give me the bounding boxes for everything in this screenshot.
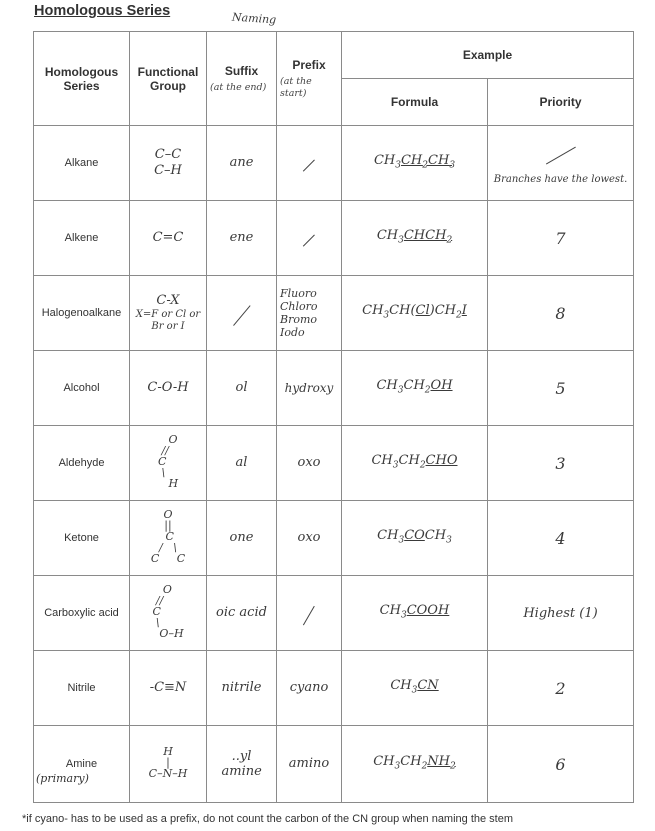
prefix: hydroxy: [277, 351, 342, 426]
prefix: [277, 201, 342, 276]
table-row: [34, 201, 634, 276]
suffix: al: [207, 426, 277, 501]
functional-group: C–C C–H: [130, 126, 207, 201]
header-series: Homologous Series: [34, 32, 130, 126]
halogen-prefixes: Fluoro Chloro Bromo Iodo: [280, 287, 318, 339]
priority-note: Branches have the lowest.: [493, 174, 628, 185]
naming-annotation: Naming: [231, 10, 277, 27]
suffix: one: [207, 501, 277, 576]
ketone-structure-icon: O || C / \ C C: [150, 508, 186, 565]
prefix-note: (at the start): [280, 75, 312, 99]
functional-group: [130, 576, 207, 651]
series-name: Aldehyde: [34, 426, 130, 501]
suffix: nitrile: [207, 651, 277, 726]
series-name: Alkene: [34, 201, 130, 276]
series-name: Halogenoalkane: [34, 276, 130, 351]
header-prefix: [277, 32, 342, 126]
header-example: Example: [342, 32, 634, 79]
header-functional-group: Functional Group: [130, 32, 207, 126]
header-suffix-label: Suffix: [224, 63, 259, 78]
suffix-note: (at the end): [210, 81, 267, 93]
functional-group: C=C: [130, 201, 207, 276]
formula: $CH_3CH_2CHO$: [342, 426, 488, 501]
series-name: Carboxylic acid: [34, 576, 130, 651]
header-formula: Formula: [342, 79, 488, 126]
priority: 8: [488, 276, 634, 351]
formula: $CH_3COOH$: [342, 576, 488, 651]
priority: 3: [488, 426, 634, 501]
prefix: oxo: [277, 501, 342, 576]
formula: $CH_3COCH_3$: [342, 501, 488, 576]
formula: $CH_3CH_2NH_2$: [342, 726, 488, 803]
none-slash-icon: [303, 605, 315, 625]
series-label: Amine: [65, 757, 98, 770]
series-name: Alcohol: [34, 351, 130, 426]
table-row: [34, 576, 634, 651]
functional-group-note: X=F or Cl or Br or I: [135, 308, 201, 332]
suffix: oic acid: [207, 576, 277, 651]
series-name: Alkane: [34, 126, 130, 201]
prefix: [277, 276, 342, 351]
prefix: [277, 576, 342, 651]
series-note: (primary): [36, 771, 89, 785]
formula: $CH_3CHCH_2$: [342, 201, 488, 276]
series-name: [34, 726, 130, 803]
header-prefix-label: Prefix: [292, 57, 326, 72]
suffix: ene: [207, 201, 277, 276]
aldehyde-structure-icon: O // C \ H: [157, 433, 179, 490]
functional-group: C-O-H: [130, 351, 207, 426]
table-row: [34, 351, 634, 426]
priority: Highest (1): [488, 576, 634, 651]
carboxyl-structure-icon: O // C \ O–H: [152, 583, 184, 640]
table-row: [34, 501, 634, 576]
suffix: [207, 276, 277, 351]
header-priority: Priority: [488, 79, 634, 126]
prefix: [277, 126, 342, 201]
table-row: [34, 126, 634, 201]
none-slash-icon: [545, 146, 575, 164]
none-slash-icon: [303, 234, 315, 246]
priority: 6: [488, 726, 634, 803]
functional-group: [130, 276, 207, 351]
suffix: [207, 726, 277, 803]
priority: 4: [488, 501, 634, 576]
priority: [488, 126, 634, 201]
functional-group: [130, 501, 207, 576]
prefix: cyano: [277, 651, 342, 726]
prefix: oxo: [277, 426, 342, 501]
homologous-series-table: [33, 31, 634, 803]
footnote: *if cyano- has to be used as a prefix, do not count the carbon of the CN group when naming the stem: [22, 813, 514, 825]
priority: 7: [488, 201, 634, 276]
formula: $CH_3CH_2OH$: [342, 351, 488, 426]
functional-group: [130, 726, 207, 803]
amine-structure-icon: H | C–N–H: [148, 745, 188, 780]
series-name: Nitrile: [34, 651, 130, 726]
header-suffix: [207, 32, 277, 126]
suffix: ane: [207, 126, 277, 201]
functional-group: [130, 426, 207, 501]
table-row: [34, 426, 634, 501]
priority: 2: [488, 651, 634, 726]
table-row: [34, 276, 634, 351]
none-slash-icon: [233, 305, 251, 326]
prefix: amino: [277, 726, 342, 803]
formula: $CH_3CN$: [342, 651, 488, 726]
suffix: ol: [207, 351, 277, 426]
page-title: Homologous Series: [34, 3, 171, 19]
table-row: [34, 651, 634, 726]
priority: 5: [488, 351, 634, 426]
formula: $CH_3CH_2CH_3$: [342, 126, 488, 201]
series-name: Ketone: [34, 501, 130, 576]
table-row: [34, 726, 634, 803]
functional-group-formula: C-X: [156, 292, 180, 308]
suffix-label: ..yl amine: [221, 748, 262, 779]
formula: $CH_3CH(Cl)CH_2I$: [342, 276, 488, 351]
none-slash-icon: [303, 159, 315, 171]
functional-group: -C≡N: [130, 651, 207, 726]
